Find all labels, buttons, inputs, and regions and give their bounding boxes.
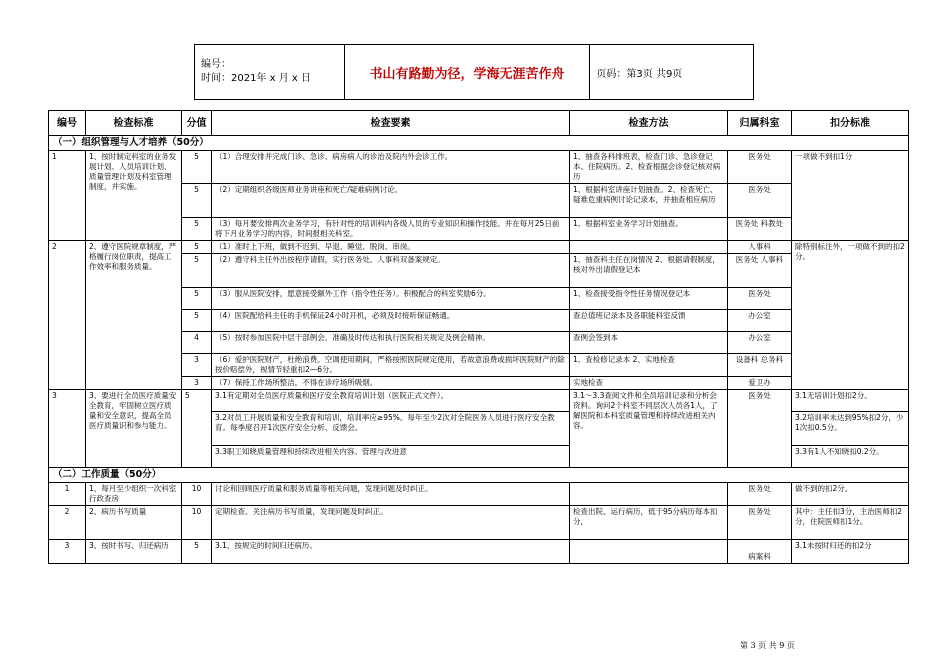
row-score: 5: [182, 254, 212, 288]
row-method: 1、抽查各科排班表，检查门诊、急诊登记本、住院病历。2、检查根据会诊登记核对病历: [570, 151, 728, 184]
row-element: 3.1有定期对全员医疗质量和医疗安全教育培训计划（医院正式文件）。: [212, 390, 570, 412]
row-score: 10: [182, 483, 212, 506]
row-dept: 医务处: [728, 288, 792, 310]
row-score: 5: [182, 310, 212, 332]
row-dept: 办公室: [728, 310, 792, 332]
row-method: 查总值班记录本及各职能科室反馈: [570, 310, 728, 332]
row-score: 5: [182, 288, 212, 310]
row-score: 3: [182, 354, 212, 377]
row-method: 1、查检修记录本 2、实地检查: [570, 354, 728, 377]
row-element: （3）每月要安排两次业务学习，有针对性的培训科内各级人员的专业知识和操作技能。并在每月25日前将下月业务学习的内容，时间报相关科室。: [212, 218, 570, 241]
table-row: [49, 540, 909, 564]
row-element: 3.2对员工开展质量和安全教育和培训，培训率应≥95%。每年至少2次对全院医务人员进行医疗安全教育。每季度召开1次医疗安全分析、反馈会。: [212, 412, 570, 446]
row-method: 1、抽查科主任在岗情况 2、根据请假制度，核对外出请假登记本: [570, 254, 728, 288]
row-element: （7）保持工作场所整洁，不得在诊疗场所吸烟。: [212, 377, 570, 390]
row-element: 定期检查、关注病历书写质量，发现问题及时纠正。: [212, 506, 570, 540]
row-element: （3）服从医院安排，愿意接受额外工作（指令性任务）。积极配合的科室奖励6分。: [212, 288, 570, 310]
row-deduct: 一项做不到扣1分: [792, 151, 909, 241]
table-row: [49, 506, 909, 540]
row-deduct: 3.2培训率未达到95%扣2分，少1次扣0.5分。: [792, 412, 909, 446]
row-standard: 1、每月至少组织一次科室行政查房: [86, 483, 182, 506]
row-score: 4: [182, 332, 212, 354]
table-row: [49, 151, 909, 184]
row-score: 5: [182, 540, 212, 564]
row-element: （6）爱护医院财产，杜绝浪费。空调使用期间，严格按照医院规定使用，若故意浪费或损坏医院财产的除按价赔偿外，视情节轻重扣2—6分。: [212, 354, 570, 377]
row-dept: 人事科: [728, 241, 792, 254]
row-dept: 医务处 科教处: [728, 218, 792, 241]
row-deduct: 除特别标注外，一项做不到的扣2分。: [792, 241, 909, 390]
row-dept: 设备科 总务科: [728, 354, 792, 377]
row-score: 10: [182, 506, 212, 540]
row-dept: 爱卫办: [728, 377, 792, 390]
row-no: 3: [49, 540, 86, 564]
row-element: （1）合理安排并完成门诊、急诊、病房病人的诊治及院内外会诊工作。: [212, 151, 570, 184]
row-dept: 病案科: [728, 540, 792, 564]
row-score: 5: [182, 218, 212, 241]
col-header-deduct: 扣分标准: [792, 111, 909, 136]
row-element: 3.3职工知晓质量管理和持续改进相关内容。管理与改进意: [212, 446, 570, 468]
row-dept: 医务处: [728, 390, 792, 468]
row-element: （1）准时上下班，做到不迟到、早退、睡觉、脱岗、串岗。: [212, 241, 570, 254]
row-standard: 3、要进行全员医疗质量安全教育，牢固树立医疗质量和安全意识，提高全员医疗质量识和参与能力。: [86, 390, 182, 468]
row-score: 5: [182, 390, 212, 468]
header-motto: 书山有路勤为径，学海无涯苦作舟: [344, 45, 590, 100]
col-header-dept: 归属科室: [728, 111, 792, 136]
section-title: （一）组织管理与人才培养（50分）: [49, 136, 909, 151]
table-row: [49, 390, 909, 412]
row-method: 查例会签到本: [570, 332, 728, 354]
row-method: 实地检查: [570, 377, 728, 390]
row-element: 3.1、按规定的时间归还病历。: [212, 540, 570, 564]
row-score: 5: [182, 241, 212, 254]
row-dept: 医务处: [728, 506, 792, 540]
row-standard: 3、按时书写、归还病历: [86, 540, 182, 564]
row-deduct: 3.1无培训计划扣2分。: [792, 390, 909, 412]
col-header-method: 检查方法: [570, 111, 728, 136]
table-header-row: [49, 111, 909, 136]
row-element: （2）遵守科主任外出按程序请假，实行医务处、人事科双备案规定。: [212, 254, 570, 288]
document-header: [194, 44, 754, 100]
row-no: 3: [49, 390, 86, 468]
header-meta: [195, 45, 345, 100]
doc-date-label: 时间：2021年 x 月 x 日: [201, 73, 311, 84]
row-score: 5: [182, 184, 212, 218]
section-row: [49, 468, 909, 483]
row-deduct: 其中：主任扣3分，主治医师扣2分，住院医师扣1分。: [792, 506, 909, 540]
page-footer: 第 3 页 共 9 页: [740, 641, 795, 650]
row-dept: 医务处: [728, 184, 792, 218]
row-dept: 医务处: [728, 483, 792, 506]
row-deduct: 3.3有1人不知晓扣0.2分。: [792, 446, 909, 468]
row-element: （5）按时参加医院中层干部例会，准确及时传达和执行医院相关规定及例会精神。: [212, 332, 570, 354]
row-method: 3.1～3.3查阅文件和全员培训记录和分析会资料。询问2个科室不同层次人员各1人，了解医院和本科室质量管理和持续改进相关内容。: [570, 390, 728, 468]
row-method: 1、检查接受指令性任务情况登记本: [570, 288, 728, 310]
row-method: [570, 241, 728, 254]
row-no: 2: [49, 506, 86, 540]
row-no: 2: [49, 241, 86, 390]
row-dept: 医务处: [728, 151, 792, 184]
row-method: [570, 483, 728, 506]
row-no: 1: [49, 151, 86, 241]
doc-code-label: 编号：: [201, 59, 231, 70]
header-page-label: 页码：第3页 共9页: [590, 45, 754, 100]
col-header-score: 分值: [182, 111, 212, 136]
col-header-elements: 检查要素: [212, 111, 570, 136]
row-standard: 2、遵守医院规章制度，严格履行岗位职责，提高工作效率和服务质量。: [86, 241, 182, 390]
row-standard: 1、按时制定科室的业务发展计划、人员培训计划、质量管理计划及科室管理制度，并实施。: [86, 151, 182, 241]
row-method: [570, 540, 728, 564]
row-score: 5: [182, 151, 212, 184]
table-row: [49, 483, 909, 506]
row-score: 3: [182, 377, 212, 390]
row-dept: 办公室: [728, 332, 792, 354]
section-row: [49, 136, 909, 151]
row-deduct: 3.1未按时归还的扣2分: [792, 540, 909, 564]
col-header-no: 编号: [49, 111, 86, 136]
row-method: 1、根据科室讲座计划抽查。2、检查死亡、疑难危重病例讨论记录本，并抽查相应病历: [570, 184, 728, 218]
row-element: 讨论和回顾医疗质量和服务质量等相关问题，发现问题及时纠正。: [212, 483, 570, 506]
row-standard: 2、病历书写质量: [86, 506, 182, 540]
row-deduct: 做不到的扣2分。: [792, 483, 909, 506]
row-no: 1: [49, 483, 86, 506]
col-header-standard: 检查标准: [86, 111, 182, 136]
inspection-table: [48, 110, 909, 564]
row-element: （4）医院配给科主任的手机保证24小时开机，必须及时接听保证畅通。: [212, 310, 570, 332]
row-method: 1、根据科室业务学习计划抽查。: [570, 218, 728, 241]
row-method: 检查出院、运行病历，低于95分病历每本扣分，: [570, 506, 728, 540]
row-dept: 医务处 人事科: [728, 254, 792, 288]
row-element: （2）定期组织各级医师业务讲座和死亡/疑难病例讨论。: [212, 184, 570, 218]
section-title: （二）工作质量（50分）: [49, 468, 909, 483]
table-row: [49, 241, 909, 254]
